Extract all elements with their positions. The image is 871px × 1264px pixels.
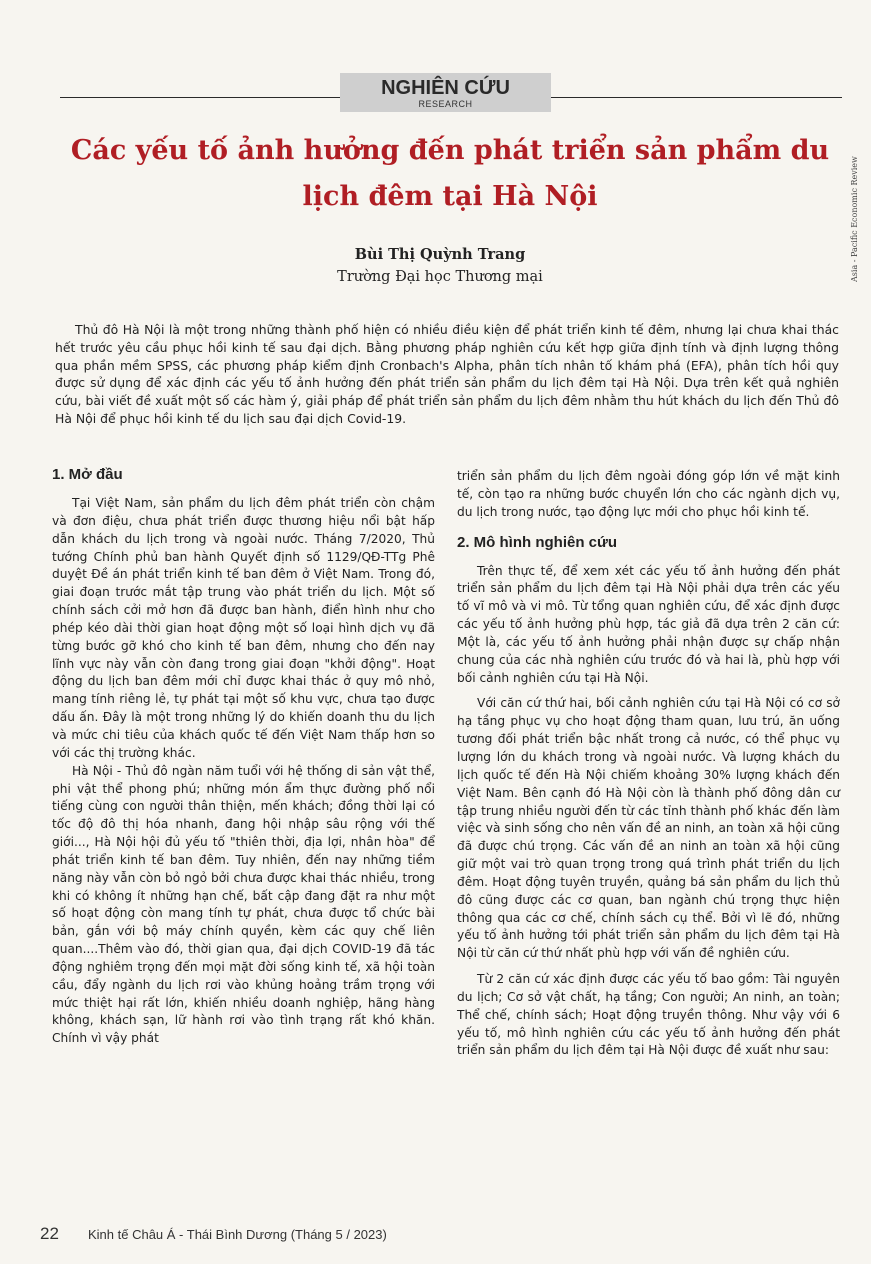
section-heading-model: 2. Mô hình nghiên cứu <box>457 533 618 551</box>
section-tab <box>340 73 551 112</box>
paragraph: Tại Việt Nam, sản phẩm du lịch đêm phát triển còn chậm và đơn điệu, chưa phát triển được thương hiệu nổi bật hấp dẫn khách du lịch trong và ngoài nước. Tháng 7/2020, Thủ tướng Chính phủ ban hành Quyết định số 1129/QĐ-TTg Phê duyệt Đề án phát triển kinh tế ban đêm ở Việt Nam. Trong đó, giai đoạn trước mắt tập trung vào phát triển du lịch. Một số chính sách cởi mở hơn đã được ban hành, điển hình như cho phép kéo dài thời gian hoạt động một số loại hình dịch vụ đã từng bước gỡ khó cho kinh tế ban đêm, nhưng cho đến nay lĩnh vực này vẫn còn đang trong giai đoạn "khởi động". Hoạt động du lịch ban đêm mới chỉ được khai thác ở quy mô nhỏ, mang tính riêng lẻ, tự phát tại một số khu vực, chưa tạo được dấu ấn. Đây là một trong những lý do khiến doanh thu du lịch và mức chi tiêu của khách quốc tế đến Việt Nam thấp hơn so với các thị trường khác. <box>52 496 435 760</box>
section-heading-intro: 1. Mở đầu <box>52 466 123 483</box>
abstract: Thủ đô Hà Nội là một trong những thành phố hiện có nhiều điều kiện để phát triển kinh tế đêm, nhưng lại chưa khai thác hết trước yêu cầu phục hồi kinh tế sau đại dịch. Bằng phương pháp nghiên cứu kết hợp giữa định tính và định lượng thông qua phần mềm SPSS, các phương pháp kiểm định Cronbach's Alpha, phân tích nhân tố khám phá (EFA), phân tích hồi quy được sử dụng để xác định các yếu tố ảnh hưởng đến phát triển sản phẩm du lịch đêm tại Hà Nội. Dựa trên kết quả nghiên cứu, bài viết đề xuất một số các hàm ý, giải pháp để phát triển sản phẩm du lịch đêm nhằm thu hút khách du lịch đến Thủ đô Hà Nội để phục hồi kinh tế du lịch sau đại dịch Covid-19. <box>55 322 839 426</box>
paragraph: Trên thực tế, để xem xét các yếu tố ảnh hưởng đến phát triển sản phẩm du lịch đêm tại Hà Nội phải dựa trên các yếu tố vĩ mô và vi mô. Từ tổng quan nghiên cứu, để xác định được các yếu tố ảnh hưởng phù hợp, tác giả đã dựa trên 2 căn cứ: Một là, các yếu tố ảnh hưởng phải nhận được sự chấp nhận chung của các nhà nghiên cứu trước đó và hai là, phù hợp với bối cảnh nghiên cứu tại Hà Nội. <box>457 563 840 685</box>
header-rule-right <box>551 97 842 98</box>
paragraph: Hà Nội - Thủ đô ngàn năm tuổi với hệ thống di sản vật thể, phi vật thể phong phú; những món ẩm thực đường phố nổi tiếng cùng con người thân thiện, mến khách; đồng thời lại có tốc độ đô thị hóa nhanh, đang hội nhập sâu rộng với thế giới..., Hà Nội hội đủ yếu tố "thiên thời, địa lợi, nhân hòa" để phát triển kinh tế ban đêm. Tuy nhiên, đến nay những tiềm năng này vẫn còn bỏ ngỏ bởi chưa được khai thác nhiều, trong khi có không ít những hạn chế, bất cập đang đặt ra như một số hoạt động còn mang tính tự phát, chưa được tổ chức bài bản, gắn với bộ máy chính quyền, kèm các quy chế liên quan....Thêm vào đó, thời gian qua, đại dịch COVID-19 đã tác động nghiêm trọng đến mọi mặt đời sống kinh tế, xã hội toàn cầu, đẩy ngành du lịch rơi vào khủng hoảng trầm trọng với mức thiệt hại rất lớn, khiến nhiều doanh nghiệp, hãng hàng không, khách sạn, lữ hành rơi vào tình trạng rất khó khăn. Chính vì vậy phát <box>52 763 435 1046</box>
section-label-en: RESEARCH <box>418 99 473 109</box>
page-number: 22 <box>40 1224 59 1243</box>
journal-side-label: Asia - Pacific Economic Review <box>850 156 859 282</box>
page-footer <box>30 1224 830 1246</box>
author-name: Bùi Thị Quỳnh Trang <box>354 246 526 263</box>
section-label: NGHIÊN CỨU <box>381 77 510 99</box>
article-title: Các yếu tố ảnh hưởng đến phát triển sản phẩm du lịch đêm tại Hà Nội <box>70 135 830 212</box>
author-affiliation: Trường Đại học Thương mại <box>337 269 543 285</box>
paragraph: Từ 2 căn cứ xác định được các yếu tố bao gồm: Tài nguyên du lịch; Cơ sở vật chất, hạ tầng; Con người; An ninh, an toàn; Thể chế, chính sách; Hoạt động truyền thông. Như vậy với 6 yếu tố, mô hình nghiên cứu các yếu tố ảnh hưởng đến phát triển sản phẩm du lịch đêm tại Hà Nội được đề xuất như sau: <box>457 972 840 1058</box>
paragraph-continued: triển sản phẩm du lịch đêm ngoài đóng góp lớn về mặt kinh tế, còn tạo ra những bước chuyển lớn cho các ngành dịch vụ, du lịch trong nước, tạo động lực mới cho phục hồi kinh tế. <box>457 469 840 519</box>
right-column <box>457 468 840 1060</box>
header-rule-left <box>60 97 343 98</box>
left-column <box>52 466 435 1048</box>
journal-name: Kinh tế Châu Á - Thái Bình Dương (Tháng 5 / 2023) <box>88 1227 387 1242</box>
paragraph: Với căn cứ thứ hai, bối cảnh nghiên cứu tại Hà Nội có cơ sở hạ tầng phục vụ cho hoạt động tham quan, lưu trú, ăn uống tương đối phát triển bậc nhất trong cả nước, có thể phục vụ lượng lớn du khách trong và ngoài nước. Và lượng khách du lịch quốc tế đến Hà Nội chiếm khoảng 30% lượng khách đến Việt Nam. Bên cạnh đó Hà Nội còn là thành phố đông dân cư tập trung nhiều người đến từ các tỉnh thành phố khác đến làm việc và sinh sống cho nên vấn đề an ninh, an toàn xã hội cũng đã được chú trọng. Các vấn đề an ninh an toàn xã hội cũng giữ một vai trò quan trọng trong quá trình phát triển du lịch đêm. Hoạt động tuyên truyền, quảng bá sản phẩm du lịch thủ đô cũng được các cơ quan, ban ngành chú trọng thực hiện thông qua các cơ chế, chính sách cụ thể. Bởi vì lẽ đó, những yếu tố ảnh hưởng tới phát triển sản phẩm du lịch đêm tại Hà Nội từ căn cứ thứ nhất phù hợp với vấn đề nghiên cứu. <box>457 696 840 961</box>
